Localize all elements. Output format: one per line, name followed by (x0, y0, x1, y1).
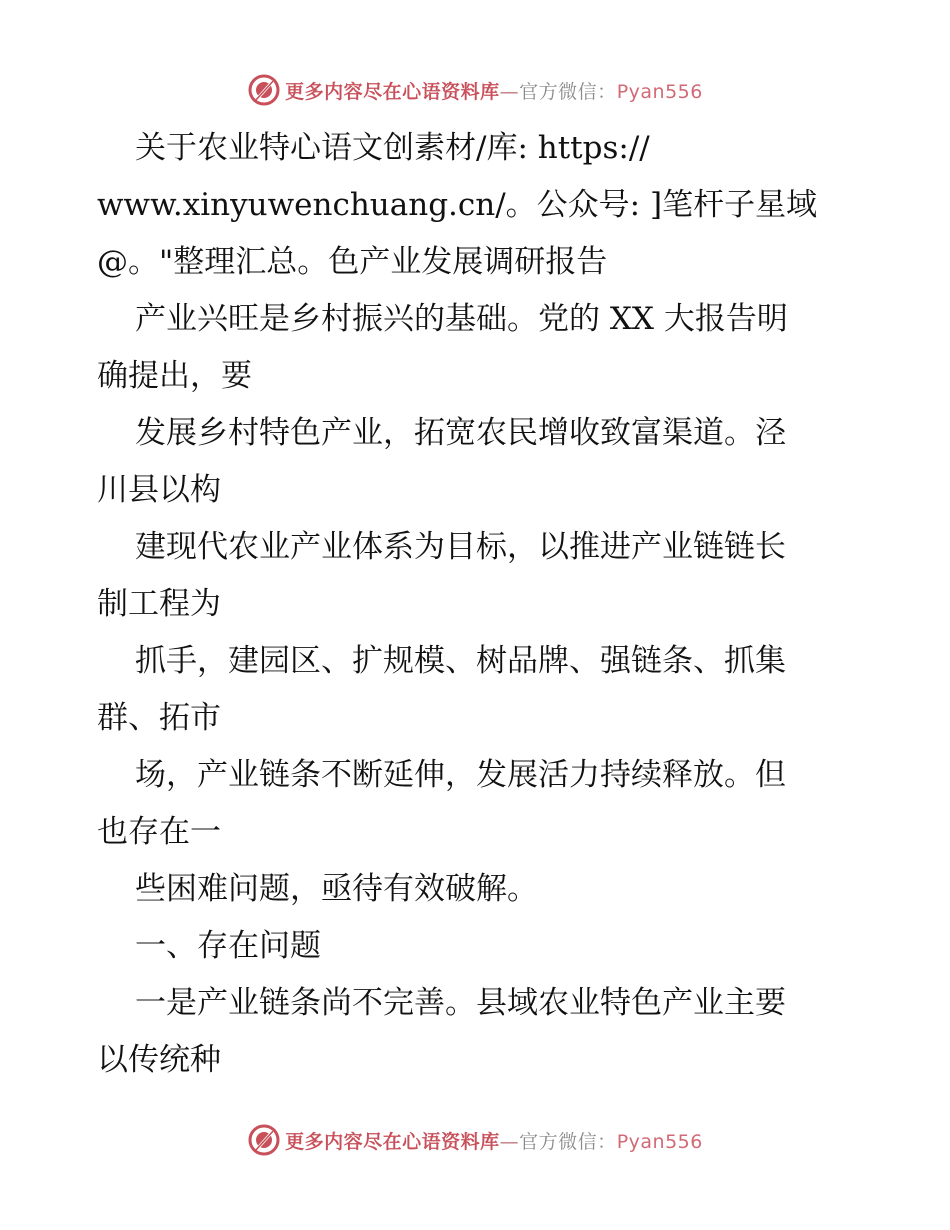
brand-text: 更多内容尽在心语资料库 (285, 80, 500, 103)
text-line: 确提出，要 (97, 358, 252, 394)
wechat-label: 官方微信： (519, 80, 617, 103)
footer-banner (0, 1120, 950, 1160)
text-line: 场，产业链条不断延伸，发展活力持续释放。但 (135, 757, 786, 793)
text-line: 些困难问题，亟待有效破解。 (135, 871, 538, 907)
text-line: 川县以构 (97, 472, 221, 508)
header-banner (0, 70, 950, 110)
text-line: 关于农业特心语文创素材/库: https:// (135, 130, 650, 166)
section-heading: 一、存在问题 (135, 928, 321, 964)
text-line: 以传统种 (97, 1042, 221, 1078)
text-line: @。"整理汇总。色产业发展调研报告 (97, 244, 608, 280)
banner-dash: — (499, 1130, 520, 1153)
text-line: 制工程为 (97, 586, 221, 622)
wechat-label: 官方微信： (519, 1130, 617, 1153)
text-line: 发展乡村特色产业，拓宽农民增收致富渠道。泾 (135, 415, 786, 451)
wechat-id: Pyan556 (616, 1130, 703, 1153)
document-body (97, 120, 857, 1089)
text-line: 产业兴旺是乡村振兴的基础。党的 XX 大报告明 (135, 301, 788, 337)
text-line: www.xinyuwenchuang.cn/。公众号: ]笔杆子星域 (97, 187, 818, 223)
wechat-id: Pyan556 (616, 80, 703, 103)
text-line: 建现代农业产业体系为目标，以推进产业链链长 (135, 529, 786, 565)
text-line: 抓手，建园区、扩规模、树品牌、强链条、抓集 (135, 643, 786, 679)
banner-dash: — (499, 80, 520, 103)
text-line: 群、拓市 (97, 700, 221, 736)
brand-logo-icon (247, 1123, 281, 1157)
brand-text: 更多内容尽在心语资料库 (285, 1130, 500, 1153)
text-line: 也存在一 (97, 814, 221, 850)
text-line: 一是产业链条尚不完善。县域农业特色产业主要 (135, 985, 786, 1021)
brand-logo-icon (247, 73, 281, 107)
